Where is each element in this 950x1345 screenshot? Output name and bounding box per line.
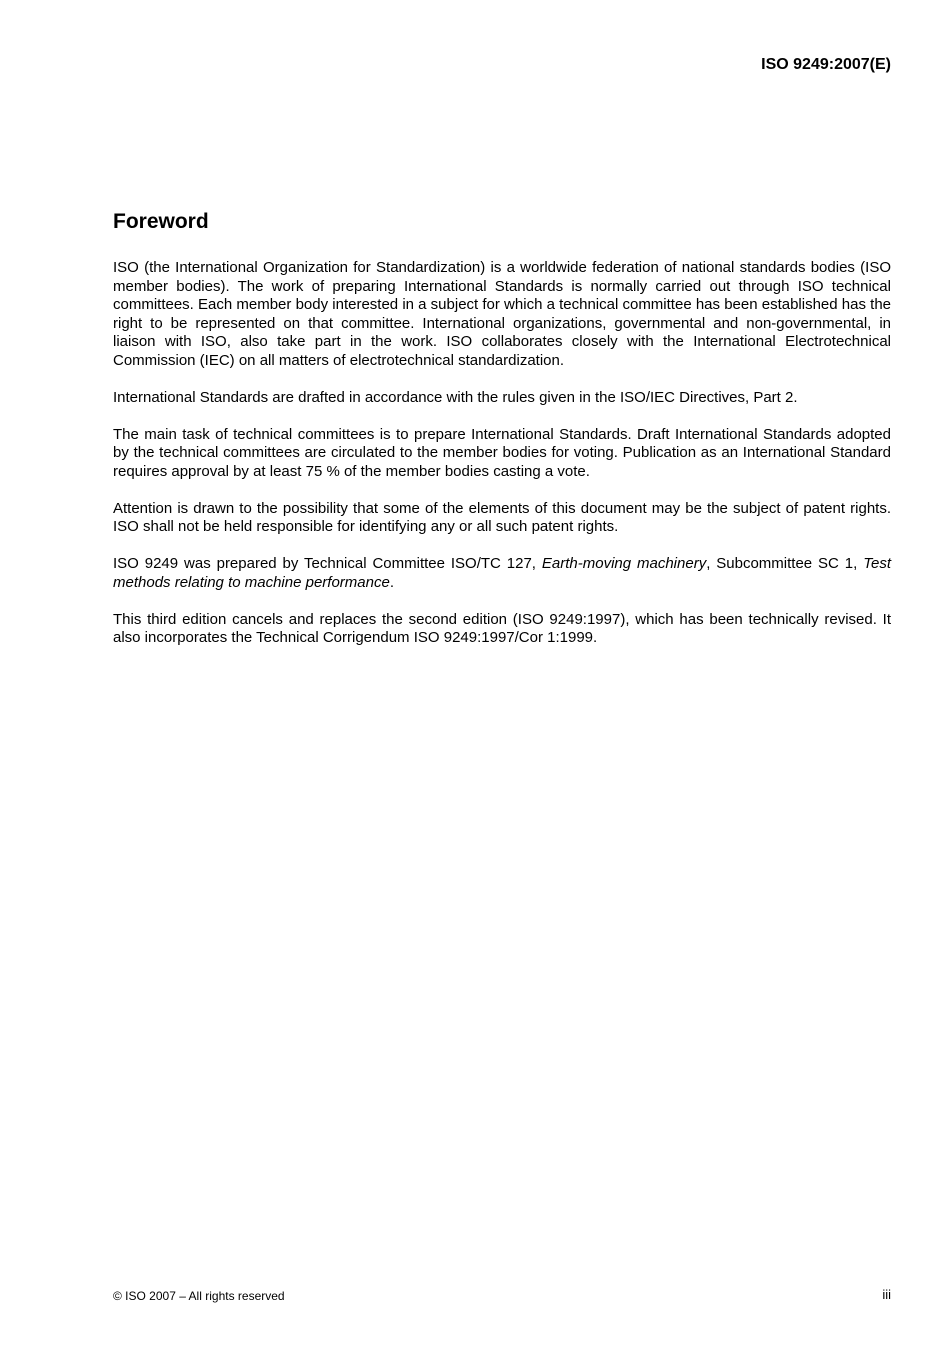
page-number: iii bbox=[882, 1287, 891, 1302]
paragraph-directives: International Standards are drafted in accordance with the rules given in the ISO/IEC Directives, Part 2. bbox=[113, 388, 798, 406]
foreword-body bbox=[113, 259, 891, 666]
committee-name: Earth-moving machinery bbox=[541, 555, 707, 572]
preparation-text-2: , Subcommittee SC 1, bbox=[706, 555, 864, 572]
document-code: ISO 9249:2007(E) bbox=[761, 56, 891, 73]
paragraph-committee-task: The main task of technical committees is to prepare International Standards. Draft International Standards adopted by the technical committees are circulated to the member bodies for voting. Publication as an International Standard requires approval by at least 75 % of the member bodies casting a vote. bbox=[113, 425, 891, 480]
preparation-text-3: . bbox=[389, 573, 394, 591]
paragraph-edition: This third edition cancels and replaces the second edition (ISO 9249:1997), which has been technically revised. It also incorporates the Technical Corrigendum ISO 9249:1997/Cor 1:1999. bbox=[113, 610, 891, 646]
paragraph-preparation bbox=[113, 555, 891, 592]
preparation-text-1: ISO 9249 was prepared by Technical Committee ISO/TC 127, bbox=[113, 555, 542, 572]
copyright-notice: © ISO 2007 – All rights reserved bbox=[113, 1289, 285, 1303]
paragraph-patent-rights: Attention is drawn to the possibility that some of the elements of this document may be the subject of patent rights. ISO shall not be held responsible for identifying any or all such patent rights. bbox=[113, 499, 891, 535]
subcommittee-name: Test methods relating to machine performance bbox=[113, 555, 892, 591]
paragraph-iso-overview: ISO (the International Organization for Standardization) is a worldwide federation of national standards bodies (ISO member bodies). The work of preparing International Standards is normally carried out through ISO technical committees. Each member body interested in a subject for which a technical committee has been established has the right to be represented on that committee. International organizations, governmental and non-governmental, in liaison with ISO, also take part in the work. ISO collaborates closely with the International Electrotechnical Commission (IEC) on all matters of electrotechnical standardization. bbox=[113, 259, 891, 369]
page-title: Foreword bbox=[113, 210, 209, 233]
